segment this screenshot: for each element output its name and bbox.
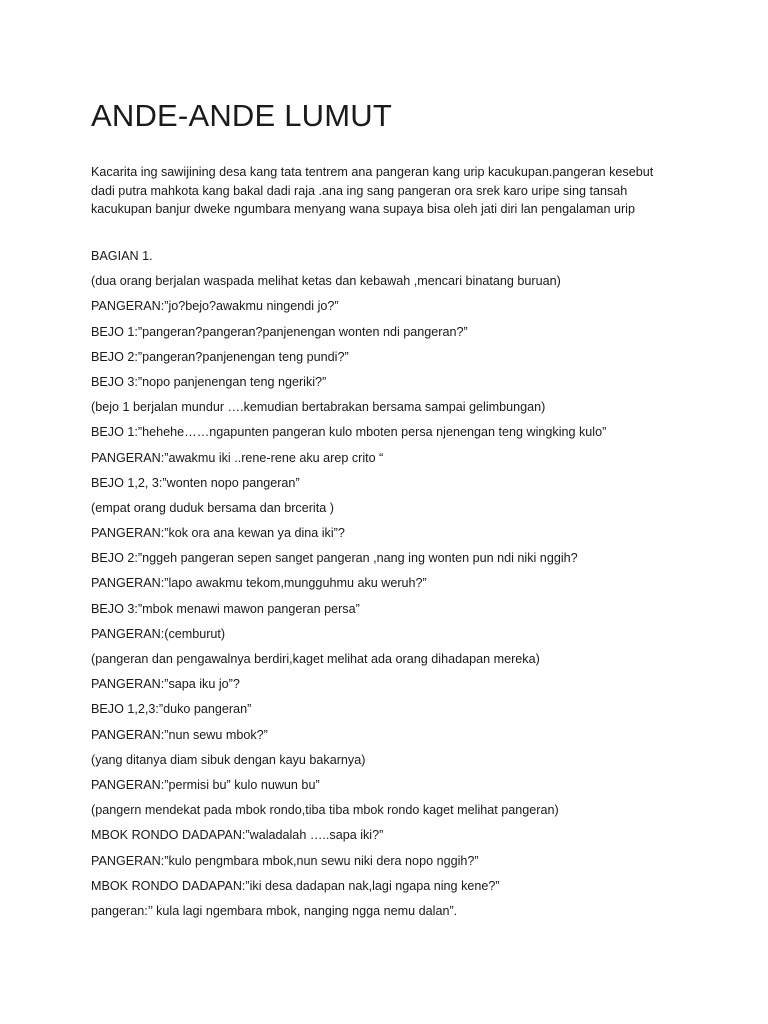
stage-direction: (dua orang berjalan waspada melihat ketas dan kebawah ,mencari binatang buruan)	[91, 274, 561, 289]
dialogue-line: BEJO 1,2, 3:”wonten nopo pangeran”	[91, 475, 300, 490]
dialogue-line: BEJO 2:”pangeran?panjenengan teng pundi?”	[91, 349, 349, 364]
script-lines	[91, 246, 606, 926]
dialogue-line: PANGERAN:”kok ora ana kewan ya dina iki”?	[91, 526, 345, 541]
stage-direction: (empat orang duduk bersama dan brcerita )	[91, 500, 334, 515]
dialogue-line: BEJO 2:”nggeh pangeran sepen sanget pangeran ,nang ing wonten pun ndi niki nggih?	[91, 551, 578, 566]
intro-line: dadi putra mahkota kang bakal dadi raja .ana ing sang pangeran ora srek karo uripe sing tansah	[91, 183, 628, 198]
dialogue-line: MBOK RONDO DADAPAN:”iki desa dadapan nak,lagi ngapa ning kene?”	[91, 878, 500, 893]
dialogue-line: PANGERAN:”jo?bejo?awakmu ningendi jo?”	[91, 299, 339, 314]
stage-direction: (pangern mendekat pada mbok rondo,tiba tiba mbok rondo kaget melihat pangeran)	[91, 803, 559, 818]
dialogue-line: pangeran:’’ kula lagi ngembara mbok, nanging ngga nemu dalan”.	[91, 903, 458, 918]
stage-direction: (yang ditanya diam sibuk dengan kayu bakarnya)	[91, 752, 366, 767]
intro-line: kacukupan banjur dweke ngumbara menyang wana supaya bisa oleh jati diri lan pengalaman urip	[91, 202, 635, 216]
stage-direction: (bejo 1 berjalan mundur ….kemudian bertabrakan bersama sampai gelimbungan)	[91, 400, 546, 415]
dialogue-line: BEJO 3:”nopo panjenengan teng ngeriki?”	[91, 374, 327, 389]
dialogue-line: MBOK RONDO DADAPAN:”waladalah …..sapa iki?”	[91, 828, 384, 843]
intro-paragraph	[91, 163, 691, 219]
dialogue-line: PANGERAN:”kulo pengmbara mbok,nun sewu niki dera nopo nggih?”	[91, 853, 479, 868]
dialogue-line: PANGERAN:(cemburut)	[91, 626, 226, 641]
intro-line: Kacarita ing sawijining desa kang tata tentrem ana pangeran kang urip kacukupan.pangeran kesebut	[91, 165, 654, 179]
dialogue-line: BEJO 1:”hehehe……ngapunten pangeran kulo mboten persa njenengan teng wingking kulo”	[91, 425, 607, 440]
dialogue-line: PANGERAN:”permisi bu” kulo nuwun bu”	[91, 777, 320, 792]
dialogue-line: BEJO 3:”mbok menawi mawon pangeran persa”	[91, 601, 360, 616]
dialogue-line: PANGERAN:”lapo awakmu tekom,mungguhmu aku weruh?”	[91, 576, 427, 591]
document-title: ANDE-ANDE LUMUT	[91, 98, 392, 133]
dialogue-line: PANGERAN:”nun sewu mbok?”	[91, 727, 268, 742]
section-heading: BAGIAN 1.	[91, 249, 153, 263]
dialogue-line: BEJO 1:”pangeran?pangeran?panjenengan wonten ndi pangeran?”	[91, 324, 468, 339]
stage-direction: (pangeran dan pengawalnya berdiri,kaget melihat ada orang dihadapan mereka)	[91, 652, 540, 666]
dialogue-line: PANGERAN:”awakmu iki ..rene-rene aku arep crito “	[91, 450, 384, 465]
dialogue-line: BEJO 1,2,3:”duko pangeran”	[91, 702, 252, 717]
dialogue-line: PANGERAN:”sapa iku jo”?	[91, 677, 240, 692]
